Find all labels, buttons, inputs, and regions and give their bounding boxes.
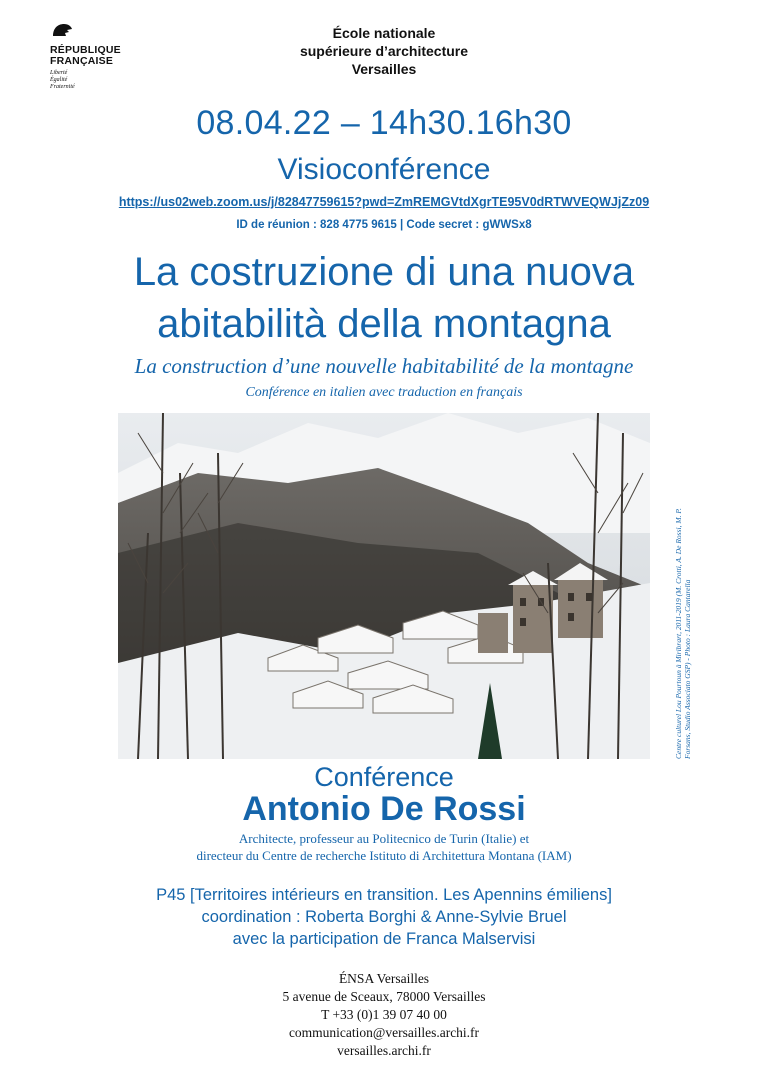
conference-subtitle: La construction d’une nouvelle habitabilité de la montagne (134, 354, 634, 378)
contact-email[interactable]: communication@versailles.archi.fr (288, 1025, 480, 1040)
contact-website[interactable]: versailles.archi.fr (337, 1043, 431, 1058)
school-line-1: École nationale (332, 25, 436, 41)
language-note: Conférence en italien avec traduction en français (245, 385, 523, 400)
speaker-name: Antonio De Rossi (242, 790, 526, 828)
motto-liberte: Liberté (50, 70, 68, 76)
program-line-2: coordination : Roberta Borghi & Anne-Sylvie Bruel (201, 908, 567, 926)
photo-credit-line-2: Forsans, Studio Associato GSP) - Photo : Laura Cantarella (683, 579, 692, 759)
speaker-role (0, 830, 768, 864)
contact-name: ÉNSA Versailles (338, 971, 430, 986)
zoom-link[interactable]: https://us02web.zoom.us/j/82847759615?pwd=ZmREMGVtdXgrTE95V0dRTWVEQWJjZz09 (118, 195, 650, 209)
event-format: Visioconférence (277, 153, 491, 186)
logo-line-1: RÉPUBLIQUE (50, 44, 121, 56)
conference-title (0, 246, 768, 350)
village-photo (118, 413, 650, 759)
title-line-1: La costruzione di una nuova (133, 250, 635, 294)
contact-address: 5 avenue de Sceaux, 78000 Versailles (282, 989, 486, 1004)
school-line-2: supérieure d’architecture (299, 43, 469, 59)
motto-egalite: Égalité (50, 77, 68, 83)
meeting-info: ID de réunion : 828 4775 9615 | Code secret : gWWSx8 (236, 219, 532, 231)
photo-credit (660, 413, 692, 759)
program-info (0, 884, 768, 950)
motto-fraternite: Fraternité (50, 84, 75, 90)
school-name (0, 24, 768, 78)
contact-block (0, 970, 768, 1060)
school-line-3: Versailles (351, 61, 417, 77)
program-line-3: avec la participation de Franca Malservisi (232, 930, 536, 948)
photo-credit-line-1: Centre culturel Lou Pourtoun à Miribrart, 2011-2019 (M. Crotti, A. De Rossi, M. P. (674, 508, 683, 759)
speaker-role-line-2: directeur du Centre de recherche Istituto di Architettura Montana (IAM) (196, 848, 572, 863)
snowy-village-illustration (118, 413, 650, 759)
contact-phone: T +33 (0)1 39 07 40 00 (321, 1007, 447, 1022)
event-datetime: 08.04.22 – 14h30.16h30 (196, 104, 572, 142)
title-line-2: abitabilità della montagna (157, 302, 611, 346)
speaker-role-line-1: Architecte, professeur au Politecnico de Turin (Italie) et (238, 831, 530, 846)
program-line-1: P45 [Territoires intérieurs en transition. Les Apennins émiliens] (156, 886, 612, 904)
logo-line-2: FRANÇAISE (50, 55, 114, 67)
conference-label: Conférence (314, 762, 454, 792)
